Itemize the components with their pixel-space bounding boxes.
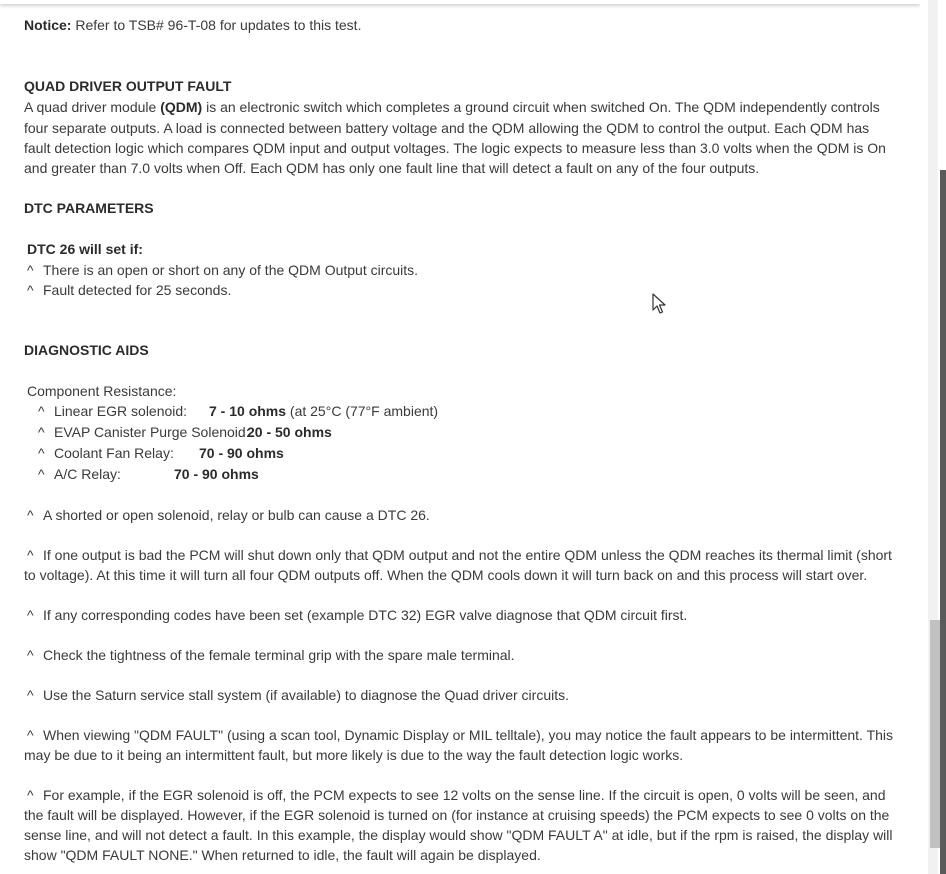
note-line: ^ Use the Saturn service stall system (if available) to diagnose the Quad driver circuits. — [27, 687, 570, 703]
aids-heading: DIAGNOSTIC AIDS — [24, 342, 149, 358]
component-row: ^ Coolant Fan Relay: 70 - 90 ohms — [38, 445, 284, 461]
window-edge — [940, 170, 946, 874]
qdm-paragraph-line: fault detection logic which compares QDM input and output voltages. The logic expects to measure less than 3.0 volts when the QDM is On — [24, 140, 886, 156]
qdm-paragraph-line: four separate outputs. A load is connected between battery voltage and the QDM allowing the QDM to control the output. Each QDM has — [24, 120, 870, 136]
note-line: to voltage). At this time it will turn all four QDM outputs off. When the QDM cools down it will turn back on and this process will start over. — [24, 567, 868, 583]
qdm-paragraph-line: A quad driver module (QDM) is an electronic switch which completes a ground circuit when switched On. The QDM independently controls — [24, 99, 880, 115]
notice-text: Refer to TSB# 96-T-08 for updates to this test. — [71, 17, 362, 33]
dtc-heading: DTC PARAMETERS — [24, 200, 154, 216]
top-header-shadow — [0, 0, 920, 4]
mouse-pointer-icon — [652, 293, 666, 315]
dtc-item: ^ There is an open or short on any of the QDM Output circuits. — [27, 262, 419, 278]
notice-label: Notice: — [24, 17, 72, 33]
component-resistance-label: Component Resistance: — [27, 383, 177, 399]
component-row: ^ A/C Relay: 70 - 90 ohms — [38, 466, 259, 482]
note-line: ^ For example, if the EGR solenoid is off, the PCM expects to see 12 volts on the sense line. If the circuit is open, 0 volts will be seen, and — [27, 787, 886, 803]
dtc-set-if: DTC 26 will set if: — [27, 241, 143, 257]
qdm-heading: QUAD DRIVER OUTPUT FAULT — [24, 78, 232, 94]
note-line: may be due to it being an intermittent fault, but more likely is due to the way the fault detection logic works. — [24, 747, 684, 763]
note-line: ^ A shorted or open solenoid, relay or bulb can cause a DTC 26. — [27, 507, 430, 523]
note-line: show "QDM FAULT NONE." When returned to idle, the fault will again be displayed. — [24, 847, 541, 863]
component-row: ^ EVAP Canister Purge Solenoid: 20 - 50 ohms — [38, 424, 332, 440]
note-line: ^ If any corresponding codes have been set (example DTC 32) EGR valve diagnose that QDM circuit first. — [27, 607, 688, 623]
note-line: ^ Check the tightness of the female terminal grip with the spare male terminal. — [27, 647, 515, 663]
component-row: ^ Linear EGR solenoid: 7 - 10 ohms (at 25°C (77°F ambient) — [38, 403, 439, 419]
note-line: ^ If one output is bad the PCM will shut down only that QDM output and not the entire QDM unless the QDM reaches its thermal limit (short — [27, 547, 892, 563]
qdm-paragraph-line: and greater than 7.0 volts when Off. Each QDM has only one fault line that will detect a fault on any of the four outputs. — [24, 160, 760, 176]
note-line: sense line, and will not detect a fault. In this example, the display would show "QDM FAULT A" at idle, but if the rpm is raised, the display will — [24, 827, 893, 843]
note-line: the fault will be displayed. However, if the EGR solenoid is turned on (for instance at cruising speeds) the PCM expects to see 0 volts on the — [24, 807, 890, 823]
notice-line — [24, 15, 361, 35]
note-line: ^ When viewing "QDM FAULT" (using a scan tool, Dynamic Display or MIL telltale), you may notice the fault appears to be intermittent. This — [27, 727, 894, 743]
dtc-item: ^ Fault detected for 25 seconds. — [27, 282, 232, 298]
